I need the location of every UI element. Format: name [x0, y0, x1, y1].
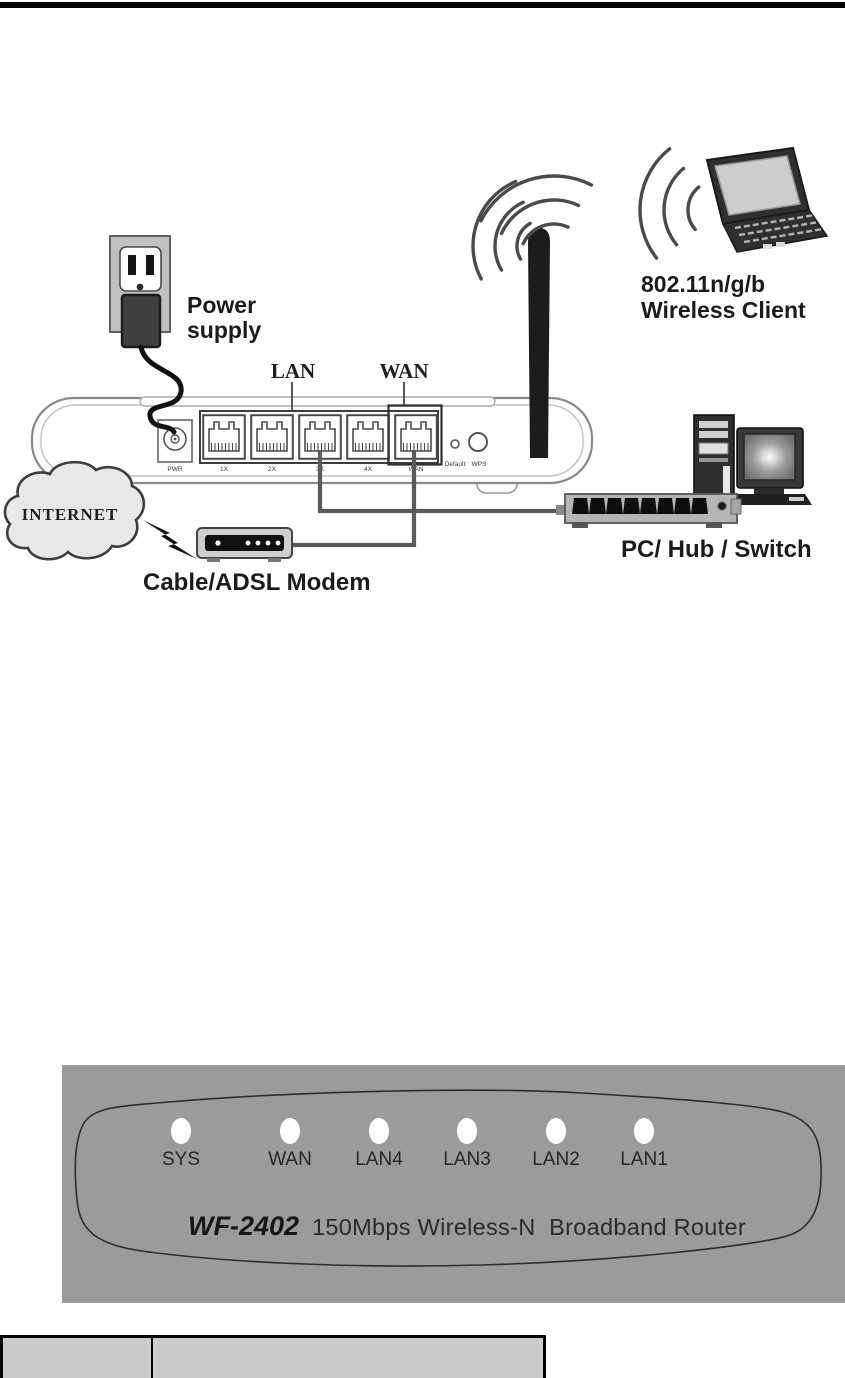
port-label-3: 3X [316, 466, 324, 473]
led-lan3-icon [457, 1118, 477, 1144]
led-lan4-icon [369, 1118, 389, 1144]
wps-button-label: WPS [471, 461, 487, 468]
power-supply-label-line2: supply [187, 317, 262, 343]
default-button-icon [451, 440, 459, 448]
led-wan-icon [280, 1118, 300, 1144]
lightning-bolt-icon [143, 520, 197, 559]
led-lan3-label: LAN3 [443, 1149, 491, 1170]
led-wan-label: WAN [268, 1149, 312, 1170]
wifi-waves-upper-left-icon [444, 148, 665, 369]
model-name: WF-2402 [188, 1211, 300, 1241]
led-lan1-label: LAN1 [620, 1149, 668, 1170]
lan-port-1-icon [203, 415, 245, 459]
wps-button-icon [469, 433, 487, 451]
lan-port-2-icon [251, 415, 293, 459]
laptop-icon [707, 148, 827, 252]
network-setup-diagram [0, 0, 845, 660]
internet-label: INTERNET [21, 505, 119, 524]
default-button-label: Default [444, 461, 466, 468]
status-leds [162, 1118, 668, 1170]
port-label-wan: WAN [408, 466, 424, 473]
lan-group-label: LAN [270, 359, 316, 383]
table-header-cell-2 [153, 1338, 543, 1378]
port-label-2: 2X [268, 466, 276, 473]
led-lan4-label: LAN4 [355, 1149, 403, 1170]
internet-cloud-icon [5, 462, 144, 559]
router-front-panel-figure [62, 1065, 845, 1303]
antenna [528, 228, 550, 458]
wireless-client-label-line2: Wireless Client [641, 297, 806, 323]
led-description-table [0, 1335, 546, 1378]
led-sys-label: SYS [161, 1149, 201, 1170]
crt-monitor-icon [728, 428, 812, 505]
led-lan1-icon [634, 1118, 654, 1144]
led-sys-icon [171, 1118, 191, 1144]
pc-tower-icon [694, 415, 734, 497]
pc-hub-switch-label: PC/ Hub / Switch [621, 536, 812, 563]
port-label-4: 4X [364, 466, 372, 473]
lan-port-4-icon [347, 415, 389, 459]
modem-icon [197, 528, 292, 562]
led-lan2-label: LAN2 [532, 1149, 580, 1170]
power-jack-label: PWR [167, 466, 183, 473]
wan-group-label: WAN [379, 359, 429, 383]
switch-icon [556, 494, 741, 528]
port-label-1: 1X [220, 466, 228, 473]
power-supply-label-line1: Power [187, 292, 257, 318]
model-description: 150Mbps Wireless-N Broadband Router [312, 1214, 746, 1240]
led-lan2-icon [546, 1118, 566, 1144]
wireless-client-label-line1: 802.11n/g/b [641, 271, 766, 297]
modem-label: Cable/ADSL Modem [143, 569, 371, 596]
table-header-cell-1 [3, 1338, 153, 1378]
